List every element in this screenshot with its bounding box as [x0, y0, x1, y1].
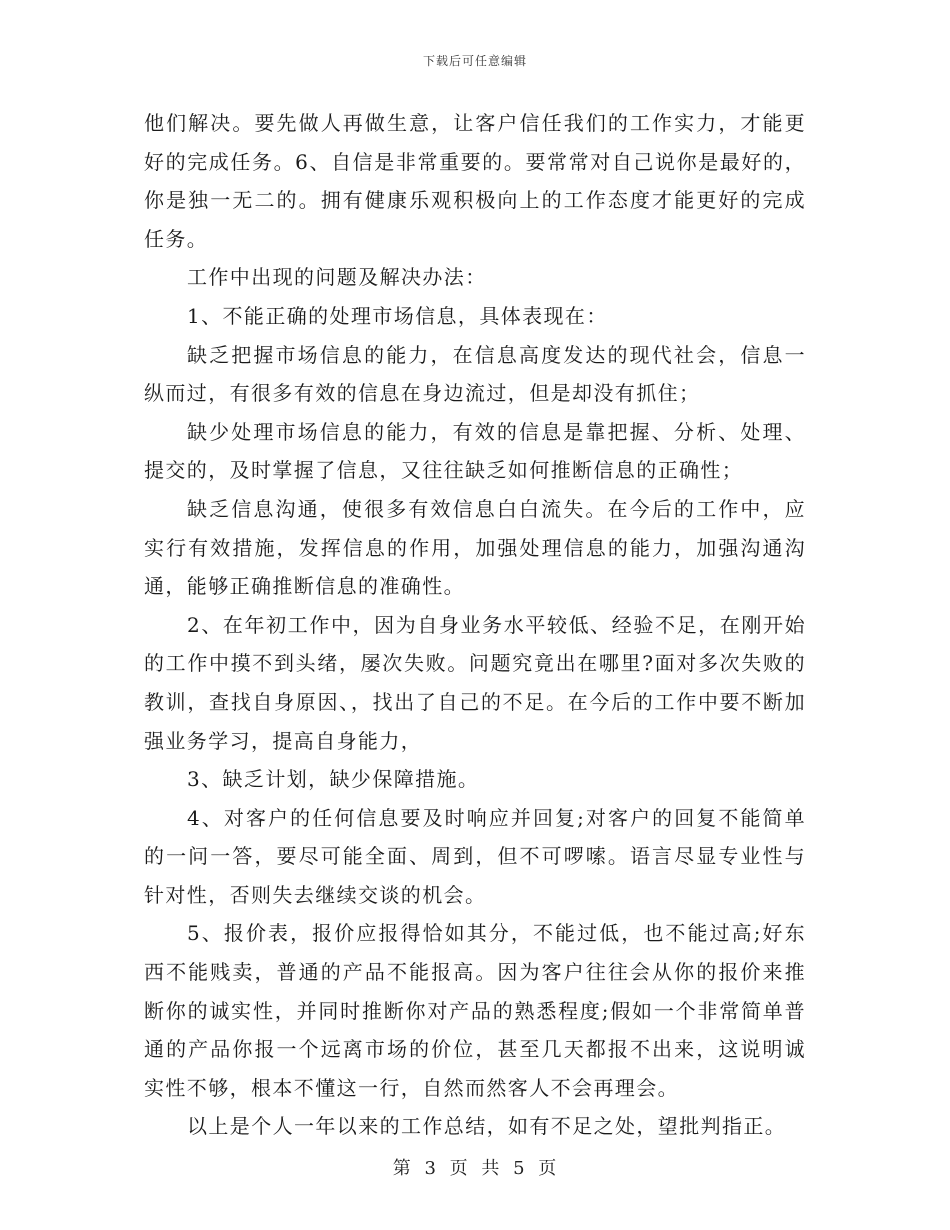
- page-number-footer: 第 3 页 共 5 页: [392, 1158, 558, 1179]
- paragraph-8: 3、缺乏计划，缺少保障措施。: [187, 767, 480, 792]
- page-header: 下载后可任意编辑: [422, 54, 527, 68]
- paragraph-3: 1、不能正确的处理市场信息，具体表现在：: [187, 303, 608, 328]
- paragraph-6: 缺乏信息沟通，使很多有效信息白白流失。在今后的工作中，应实行有效措施，发挥信息的作用，加强处理信息的能力，加强沟通沟通，能够正确推断信息的准确性。: [144, 496, 806, 599]
- paragraph-1: 他们解决。要先做人再做生意，让客户信任我们的工作实力，才能更好的完成任务。6、自信是非常重要的。要常常对自己说你是最好的，你是独一无二的。拥有健康乐观积极向上的工作态度才能更好的完成任务。: [144, 111, 806, 251]
- paragraph-10: 5、报价表，报价应报得恰如其分，不能过低，也不能过高;好东西不能贱卖，普通的产品不能报高。因为客户往往会从你的报价来推断你的诚实性，并同时推断你对产品的熟悉程度;假如一个非常简单普通的产品你报一个远离市场的价位，甚至几天都报不出来，这说明诚实性不够，根本不懂这一行，自然而然客人不会再理会。: [144, 921, 806, 1100]
- paragraph-7: 2、在年初工作中，因为自身业务水平较低、经验不足，在刚开始的工作中摸不到头绪，屡次失败。问题究竟出在哪里?面对多次失败的教训，查找自身原因、，找出了自己的不足。在今后的工作中要不断加强业务学习，提高自身能力，: [144, 612, 806, 753]
- paragraph-5: 缺少处理市场信息的能力，有效的信息是靠把握、分析、处理、提交的，及时掌握了信息，又往往缺乏如何推断信息的正确性；: [144, 419, 806, 483]
- paragraph-4: 缺乏把握市场信息的能力，在信息高度发达的现代社会，信息一纵而过，有很多有效的信息在身边流过，但是却没有抓住；: [144, 342, 806, 406]
- paragraph-9: 4、对客户的任何信息要及时响应并回复;对客户的回复不能简单的一问一答，要尽可能全面、周到，但不可啰嗦。语言尽显专业性与针对性，否则失去继续交谈的机会。: [144, 805, 806, 907]
- document-body: [144, 104, 806, 1146]
- paragraph-2: 工作中出现的问题及解决办法：: [187, 265, 487, 290]
- paragraph-11: 以上是个人一年以来的工作总结，如有不足之处，望批判指正。: [187, 1114, 787, 1139]
